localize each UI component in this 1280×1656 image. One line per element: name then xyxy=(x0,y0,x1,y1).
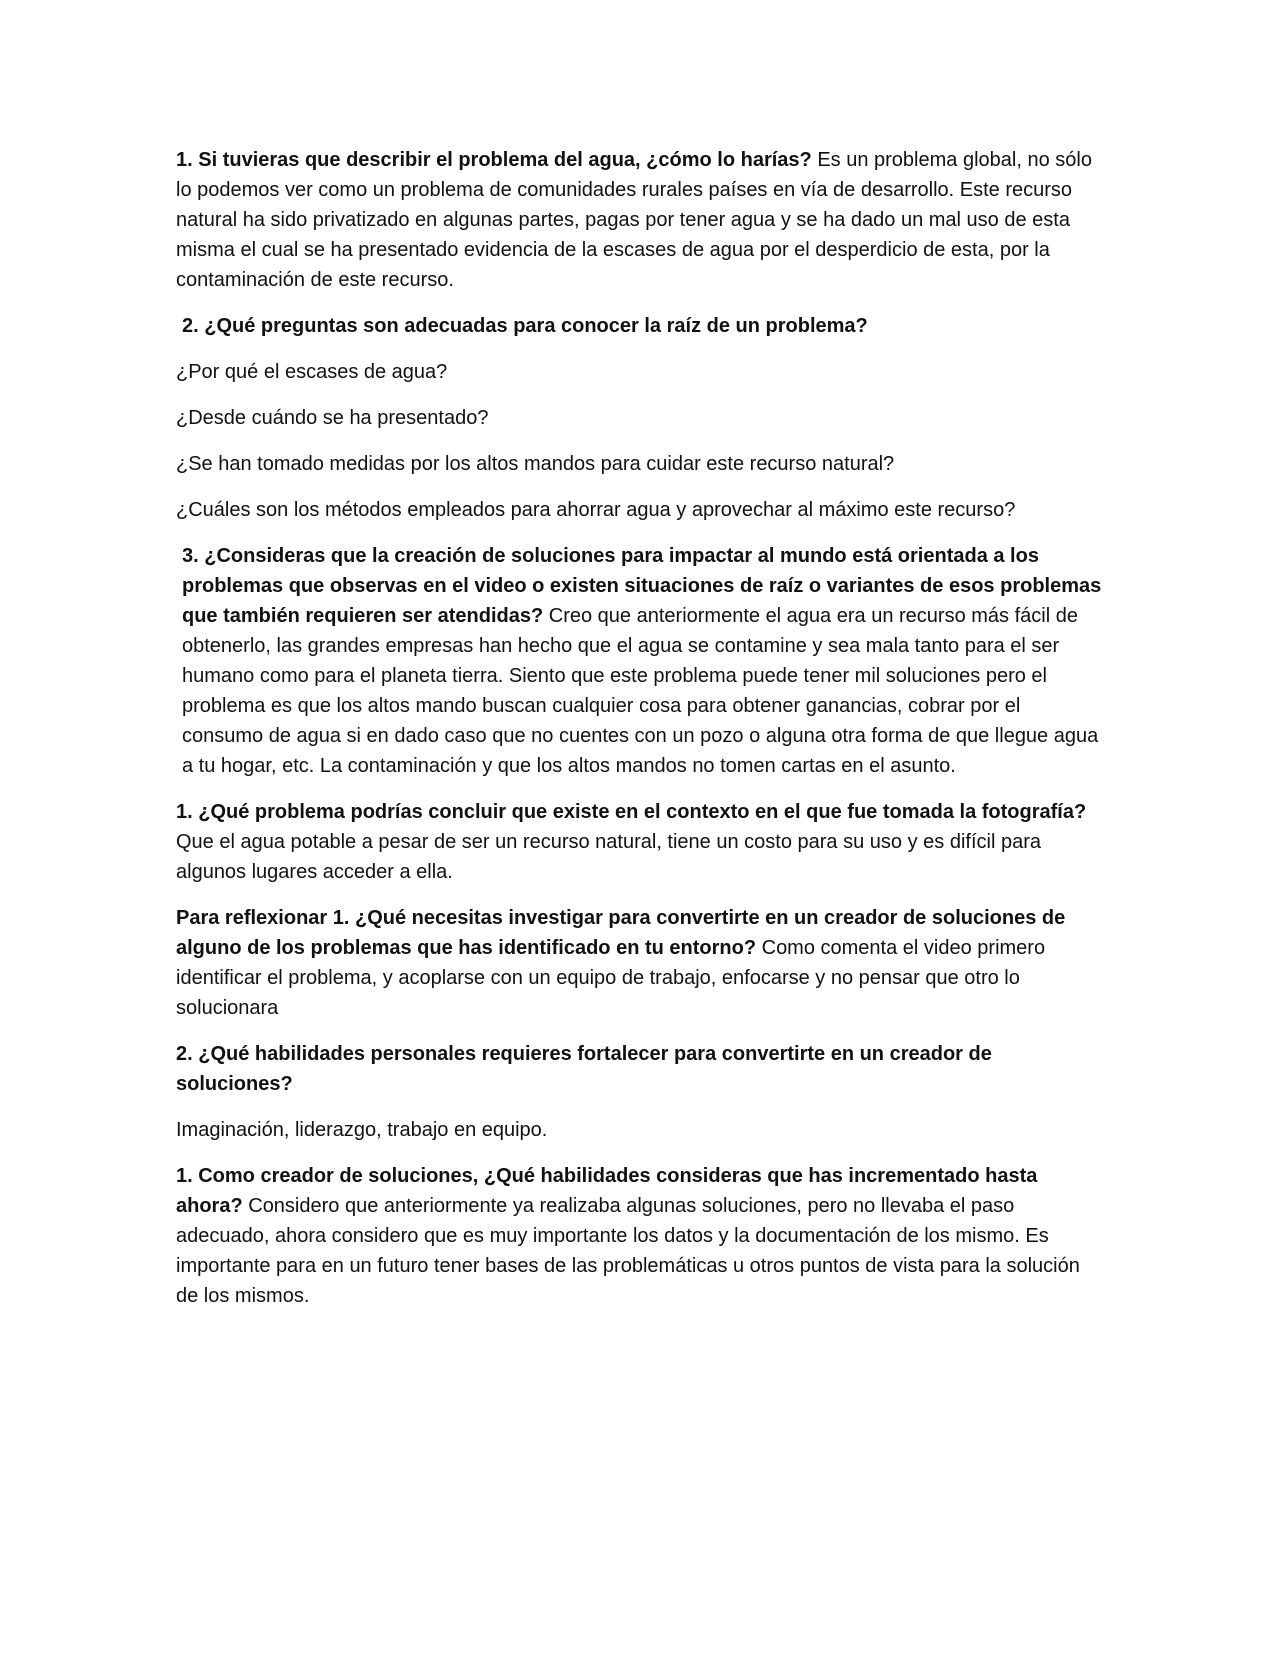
paragraph-q2-root-questions xyxy=(176,311,1106,341)
question-text: 2. ¿Qué preguntas son adecuadas para conocer la raíz de un problema? xyxy=(182,315,868,337)
question-text: 3. ¿Consideras que la creación de soluciones para impactar al mundo está orientada a los problemas que observas en el video o existen situaciones de raíz o variantes de esos problemas que también requieren ser atendidas? xyxy=(182,545,1102,627)
question-text: 1. Si tuvieras que describir el problema del agua, ¿cómo lo harías? xyxy=(176,149,812,171)
paragraph-personal-skills xyxy=(176,1039,1106,1099)
question-text: 1. Como creador de soluciones, ¿Qué habilidades consideras que has incrementado hasta ahora? xyxy=(176,1165,1038,1217)
question-text: 2. ¿Qué habilidades personales requieres fortalecer para convertirte en un creador de soluciones? xyxy=(176,1043,992,1095)
question-text: Para reflexionar 1. ¿Qué necesitas investigar para convertirte en un creador de soluciones de alguno de los problemas que has identificado en tu entorno? xyxy=(176,907,1066,959)
paragraph-reflection-investigate xyxy=(176,903,1106,1023)
document-page xyxy=(176,145,1106,1327)
answer-text: Creo que anteriormente el agua era un recurso más fácil de obtenerlo, las grandes empresas han hecho que el agua se contamine y sea mala tanto para el ser humano como para el planeta tierra. Siento que este problema puede tener mil soluciones pero el problema es que los altos mando buscan cualquier cosa para obtener ganancias, cobrar por el consumo de agua si en dado caso que no cuentes con un pozo o alguna otra forma de que llegue agua a tu hogar, etc. La contaminación y que los altos mandos no tomen cartas en el asunto. xyxy=(182,605,1099,777)
list-item-question: ¿Se han tomado medidas por los altos mandos para cuidar este recurso natural? xyxy=(176,453,895,475)
answer-personal-skills: Imaginación, liderazgo, trabajo en equipo. xyxy=(176,1119,548,1141)
list-item-question: ¿Desde cuándo se ha presentado? xyxy=(176,407,489,429)
answer-text: Es un problema global, no sólo lo podemos ver como un problema de comunidades rurales países en vía de desarrollo. Este recurso natural ha sido privatizado en algunas partes, pagas por tener agua y se ha dado un mal uso de esta misma el cual se ha presentado evidencia de la escases de agua por el desperdicio de esta, por la contaminación de este recurso. xyxy=(176,149,1092,291)
answer-text: Como comenta el video primero identificar el problema, y acoplarse con un equipo de trabajo, enfocarse y no pensar que otro lo solucionara xyxy=(176,937,1046,1019)
paragraph-q1-water-problem xyxy=(176,145,1106,295)
paragraph-q3-solutions-impact xyxy=(176,541,1106,781)
paragraph-photo-context xyxy=(176,797,1106,887)
paragraph-skills-increased xyxy=(176,1161,1106,1311)
question-text: 1. ¿Qué problema podrías concluir que existe en el contexto en el que fue tomada la fotografía? xyxy=(176,801,1087,823)
list-item-question: ¿Cuáles son los métodos empleados para ahorrar agua y aprovechar al máximo este recurso? xyxy=(176,499,1016,521)
answer-text: Considero que anteriormente ya realizaba algunas soluciones, pero no llevaba el paso adecuado, ahora considero que es muy importante los datos y la documentación de los mismo. Es importante para en un futuro tener bases de las problemáticas u otros puntos de vista para la solución de los mismos. xyxy=(176,1195,1080,1307)
answer-text: Que el agua potable a pesar de ser un recurso natural, tiene un costo para su uso y es difícil para algunos lugares acceder a ella. xyxy=(176,831,1041,883)
list-item-question: ¿Por qué el escases de agua? xyxy=(176,361,448,383)
